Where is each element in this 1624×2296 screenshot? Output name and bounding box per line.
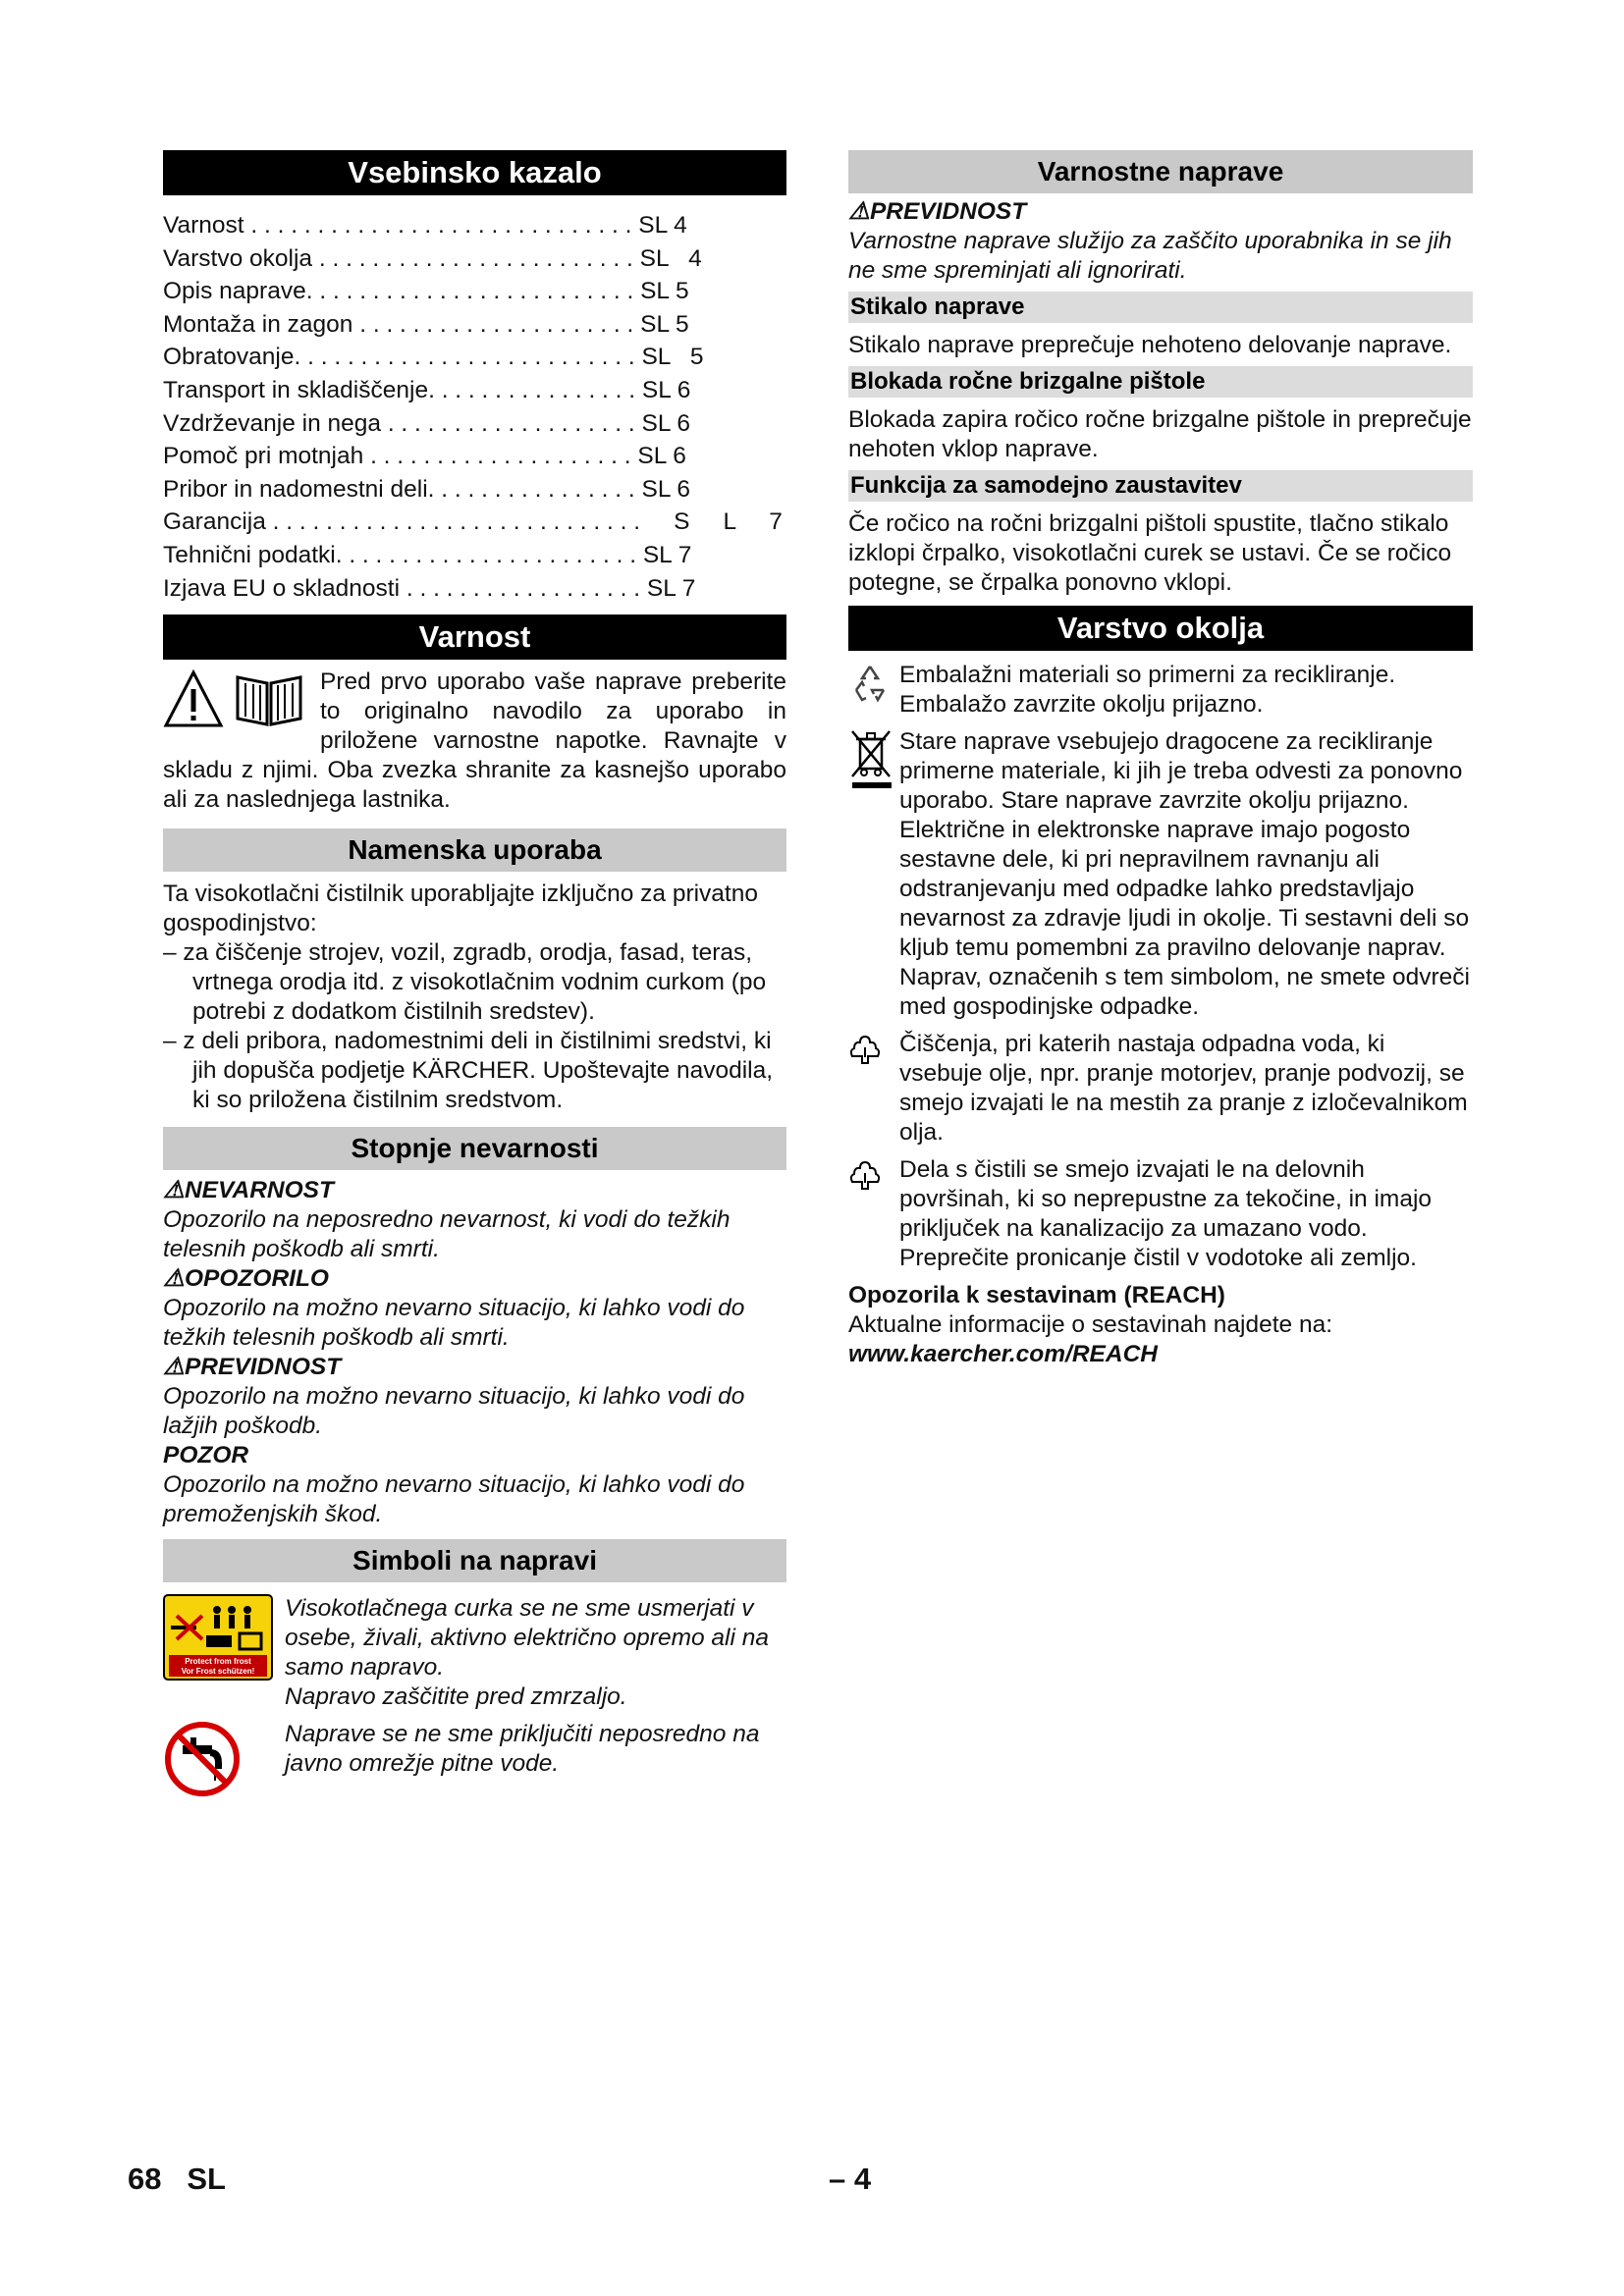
toc-entry-dots: . . . . . . . . . . . . . . . . . . xyxy=(400,574,647,602)
toc-entry-title: Garancija xyxy=(163,508,266,536)
toc-entry-page: SL 6 xyxy=(641,376,691,403)
toc-entry[interactable] xyxy=(163,440,786,473)
toc-entry-title: Varstvo okolja xyxy=(163,244,313,272)
toc-entry-page: SL 5 xyxy=(640,310,689,338)
intended-use-item: – z deli pribora, nadomestnimi deli in čistilnimi sredstvi, ki jih dopušča podjetje KÄRCHER. Upoštevajte navodila, ki so priložena čistilnim sredstvom. xyxy=(163,1028,774,1114)
toc-entry-dots: . . . . . . . . . . . . . . . . . . . xyxy=(381,409,642,437)
env-item-oil xyxy=(848,1030,1473,1148)
toc-entry-dots: . . . . . . . . . . . . . . . . xyxy=(428,376,642,403)
hazard-text-attention: Opozorilo na možno nevarno situacijo, ki lahko vodi do premoženjskih škod. xyxy=(163,1471,745,1528)
environment-heading: Varstvo okolja xyxy=(848,606,1473,651)
toc-entry-page: SL 6 xyxy=(641,409,690,437)
toc-entry-title: Izjava EU o skladnosti xyxy=(163,574,401,602)
hazard-text-warning: Opozorilo na možno nevarno situacijo, ki lahko vodi do težkih telesnih poškodb ali smrti. xyxy=(163,1295,745,1352)
page-language-footer: 68 SL xyxy=(128,2162,226,2196)
env-item-recycling xyxy=(848,661,1473,720)
reach-url[interactable]: www.kaercher.com/REACH xyxy=(848,1341,1158,1367)
spray-warning-label xyxy=(163,1594,285,1688)
toc-entry-page: SL 4 xyxy=(639,244,702,272)
toc-entry[interactable] xyxy=(163,209,786,242)
env-item-detergents xyxy=(848,1155,1473,1273)
recycle-icon xyxy=(848,661,892,704)
toc-entry-page: SL 5 xyxy=(640,278,689,305)
warning-triangle-icon: ⚠ xyxy=(163,1177,185,1204)
hazard-levels-heading: Stopnje nevarnosti xyxy=(163,1127,786,1170)
toc-entry[interactable] xyxy=(163,572,786,606)
subsection-heading-switch: Stikalo naprave xyxy=(848,292,1473,323)
warning-triangle-icon: ⚠ xyxy=(163,1265,185,1293)
symbol-row-water xyxy=(163,1720,786,1806)
env-text-weee: Stare naprave vsebujejo dragocene za recikliranje primerne materiale, ki jih je treba odvesti za ponovno uporabo. Stare naprave zavrzite okolju prijazno. xyxy=(899,728,1463,814)
right-column xyxy=(848,150,1473,1369)
toc-entry-dots: . . . . . . . . . . . . . . . . . . . . . . . . . . . . . xyxy=(244,212,639,239)
toc-entry-title: Tehnični podatki xyxy=(163,541,336,568)
recycle-icon-box xyxy=(848,661,899,712)
warning-triangle-icon: ⚠ xyxy=(163,1354,185,1381)
warning-triangle-icon: ⚠ xyxy=(848,198,870,225)
symbol2-text: Naprave se ne sme priključiti neposredno na javno omrežje pitne vode. xyxy=(285,1721,760,1778)
env-text-recycling: Embalažni materiali so primerni za recikliranje. Embalažo zavrzite okolju prijazno. xyxy=(899,662,1396,718)
toc-entry[interactable] xyxy=(163,341,786,374)
toc-entry[interactable] xyxy=(163,308,786,342)
symbol-row-spray xyxy=(163,1594,786,1712)
reach-text: Aktualne informacije o sestavinah najdete na: xyxy=(848,1311,1333,1338)
environment-icon-box xyxy=(848,1155,899,1201)
intended-use-item: – za čiščenje strojev, vozil, zgradb, orodja, fasad, teras, vrtnega orodja itd. z visokotlačnim vodnim curkom (po potrebi z dodatkom čistilnih sredstev). xyxy=(163,939,767,1026)
env-text-detergents: Dela s čistili se smejo izvajati le na delovnih površinah, ki so neprepustne za tekočine, in imajo priključek na kanalizacijo za umazano vodo. Preprečite pronicanje čistil v vodotoke ali zemljo. xyxy=(899,1156,1433,1271)
env-item-weee xyxy=(848,727,1473,1022)
symbol1-text: Visokotlačnega curka se ne sme usmerjati v osebe, živali, aktivno električno opremo ali na samo napravo. xyxy=(285,1595,769,1682)
toc-entry-title: Vzdrževanje in nega xyxy=(163,409,382,437)
hazard-text-danger: Opozorilo na neposredno nevarnost, ki vodi do težkih telesnih poškodb ali smrti. xyxy=(163,1206,731,1263)
toc-entry-dots: . . . . . . . . . . . . . . . . . . . . . xyxy=(352,310,641,338)
safety-devices-block xyxy=(848,197,1473,598)
toc-entry-dots: . . . . . . . . . . . . . . . . . . . . . . . . . . . . xyxy=(265,508,641,536)
device-symbols-heading: Simboli na napravi xyxy=(163,1539,786,1582)
frost-label-line1: Protect from frost xyxy=(185,1657,251,1667)
no-spray-frost-icon xyxy=(163,1594,273,1681)
environment-icon-box xyxy=(848,1030,899,1075)
frost-label-line2: Vor Frost schützen! xyxy=(181,1667,255,1677)
intended-use-intro: Ta visokotlačni čistilnik uporabljajte izključno za privatno gospodinjstvo: xyxy=(163,881,758,937)
toc-entry-dots: . . . . . . . . . . . . . . . . . . . . . . . . . . xyxy=(294,344,642,371)
subsection-heading-auto-stop: Funkcija za samodejno zaustavitev xyxy=(848,470,1473,502)
toc-entry-page: SL 7 xyxy=(646,574,696,602)
warning-triangle-icon xyxy=(163,669,224,728)
page-number: – 4 xyxy=(829,2162,872,2196)
toc-entry-page: SL 5 xyxy=(641,344,704,371)
symbol1-text2: Napravo zaščitite pred zmrzaljo. xyxy=(285,1683,627,1711)
safety-devices-heading: Varnostne naprave xyxy=(848,150,1473,193)
caution-text: Varnostne naprave služijo za zaščito uporabnika in se jih ne sme spreminjati ali ignorirati. xyxy=(848,228,1452,284)
reach-title: Opozorila k sestavinam (REACH) xyxy=(848,1282,1225,1308)
crossed-bin-icon xyxy=(848,727,895,790)
toc-entry-dots: . . . . . . . . . . . . . . . . . . . . xyxy=(363,443,638,470)
crossed-bin-icon-box xyxy=(848,727,899,798)
hazard-label-danger: ⚠NEVARNOST xyxy=(163,1177,334,1204)
env-text-weee-2: Električne in elektronske naprave imajo pogosto sestavne dele, ki pri nepravilnem ravnanju ali odstranjevanju med odpadke lahko predstavljajo nevarnost za zdravje ljudi in okolje. Ti sestavni deli so kljub temu pomembni za pravilno delovanje naprav. Naprav, označenih s tem simbolom, ne smete odvreči med gospodinjske odpadke. xyxy=(899,817,1470,1020)
table-of-contents xyxy=(163,209,786,605)
toc-entry[interactable] xyxy=(163,374,786,407)
toc-entry[interactable] xyxy=(163,506,786,539)
environment-icon xyxy=(848,1034,882,1067)
environment-block xyxy=(848,661,1473,1369)
safety-intro-text: Pred prvo uporabo vaše naprave preberite to originalno navodilo za uporabo in priložene varnostne napotke. Ravnajte v skladu z njimi. Oba zvezka shranite za kasnejšo uporabo ali za naslednjega lastnika. xyxy=(163,668,786,814)
no-drinking-water-connection-icon xyxy=(163,1720,242,1798)
toc-entry-dots: . . . . . . . . . . . . . . . . xyxy=(427,475,642,503)
safety-icons xyxy=(163,667,320,732)
toc-entry-title: Pribor in nadomestni deli xyxy=(163,475,428,503)
safety-intro-block xyxy=(163,667,786,815)
hazard-text-caution: Opozorilo na možno nevarno situacijo, ki lahko vodi do lažjih poškodb. xyxy=(163,1383,745,1440)
hazard-levels-block xyxy=(163,1176,786,1529)
toc-entry[interactable] xyxy=(163,275,786,308)
toc-entry[interactable] xyxy=(163,407,786,441)
toc-entry-title: Pomoč pri motnjah xyxy=(163,443,364,470)
environment-icon xyxy=(848,1159,882,1193)
safety-heading: Varnost xyxy=(163,614,786,660)
toc-entry-title: Montaža in zagon xyxy=(163,310,353,338)
subsection-text-auto-stop: Če ročico na ročni brizgalni pištoli spustite, tlačno stikalo izklopi črpalko, visokotlačni curek se ustavi. Če se ročico potegne, se črpalka ponovno vklopi. xyxy=(848,510,1452,596)
toc-entry[interactable] xyxy=(163,242,786,276)
toc-entry[interactable] xyxy=(163,473,786,507)
intended-use-heading: Namenska uporaba xyxy=(163,828,786,872)
hazard-label-caution: ⚠PREVIDNOST xyxy=(163,1354,342,1381)
toc-entry-page: SL 6 xyxy=(641,475,690,503)
toc-entry-dots: . . . . . . . . . . . . . . . . . . . . . . . xyxy=(335,541,643,568)
toc-heading: Vsebinsko kazalo xyxy=(163,150,786,195)
device-symbols-block xyxy=(163,1594,786,1806)
hazard-label-attention: POZOR xyxy=(163,1442,249,1469)
intended-use-block xyxy=(163,880,786,1115)
caution-label: ⚠PREVIDNOST xyxy=(848,198,1027,225)
toc-entry-page: SL 7 xyxy=(642,541,692,568)
left-column xyxy=(163,150,786,1806)
no-drinking-water-label xyxy=(163,1720,285,1806)
subsection-text-gun-lock: Blokada zapira ročico ročne brizgalne pištole in preprečuje nehoten vklop naprave. xyxy=(848,406,1472,462)
toc-entry-title: Opis naprave xyxy=(163,278,306,305)
toc-entry-dots: . . . . . . . . . . . . . . . . . . . . . . . . . xyxy=(305,278,641,305)
toc-entry-page: SL 4 xyxy=(638,212,687,239)
toc-entry-title: Obratovanje xyxy=(163,344,295,371)
toc-entry-dots: . . . . . . . . . . . . . . . . . . . . . . . . xyxy=(312,244,640,272)
hazard-label-warning: ⚠OPOZORILO xyxy=(163,1265,329,1293)
toc-entry[interactable] xyxy=(163,539,786,572)
symbol1-text-block xyxy=(285,1594,786,1712)
toc-entry-page: SL 6 xyxy=(637,443,686,470)
toc-entry-title: Transport in skladiščenje xyxy=(163,376,429,403)
env-text-weee-block xyxy=(899,727,1473,1022)
subsection-heading-gun-lock: Blokada ročne brizgalne pištole xyxy=(848,366,1473,398)
toc-entry-title: Varnost xyxy=(163,212,244,239)
env-text-oil: Čiščenja, pri katerih nastaja odpadna voda, ki vsebuje olje, npr. pranje motorjev, pranje podvozij, se smejo izvajati le na mestih za pranje z izločevalnikom olja. xyxy=(899,1031,1468,1146)
manual-book-icon xyxy=(232,669,306,728)
toc-entry-page: S L 7 xyxy=(640,508,783,536)
subsection-text-switch: Stikalo naprave preprečuje nehoteno delovanje naprave. xyxy=(848,332,1452,358)
